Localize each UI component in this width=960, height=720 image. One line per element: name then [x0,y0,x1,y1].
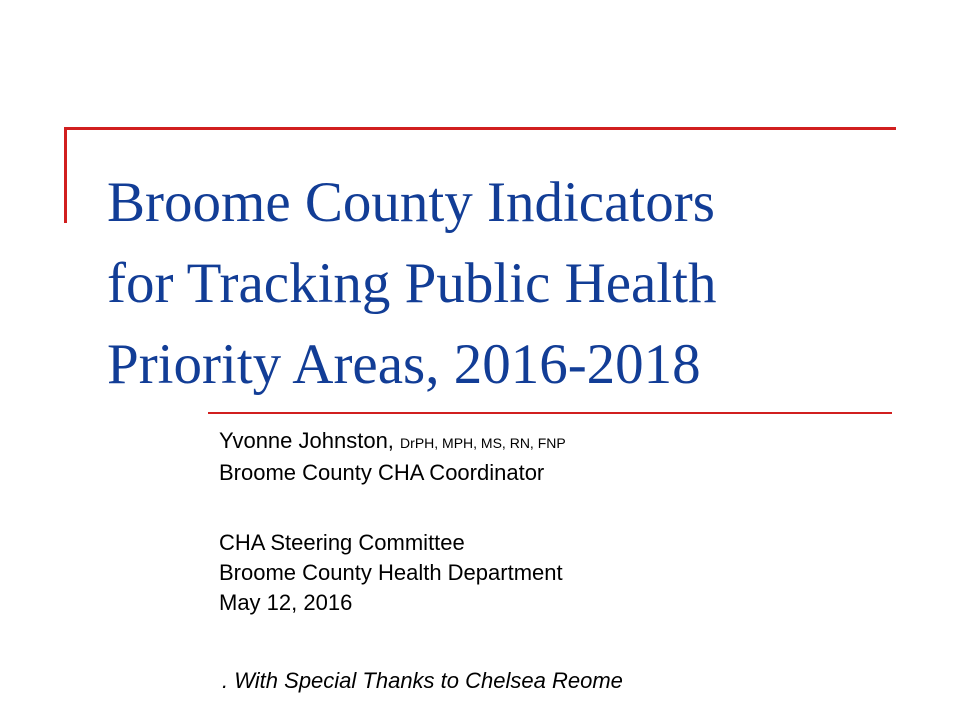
event-line: CHA Steering Committee [219,530,465,555]
presenter-block [219,426,879,618]
title-line: for Tracking Public Health [107,252,717,315]
title-line: Priority Areas, 2016-2018 [107,333,701,396]
top-accent-rule [64,127,896,130]
slide-title [107,162,887,405]
acknowledgement: . With Special Thanks to Chelsea Reome [222,668,623,693]
left-accent-rule [64,127,67,223]
presenter-role: Broome County CHA Coordinator [219,460,545,485]
event-date: May 12, 2016 [219,590,353,615]
event-line: Broome County Health Department [219,560,563,585]
spacer [219,488,879,528]
bottom-accent-rule [208,412,892,414]
title-line: Broome County Indicators [107,171,715,234]
presenter-name-line [219,426,879,458]
presenter-name: Yvonne Johnston, [219,428,394,453]
presenter-credentials: DrPH, MPH, MS, RN, FNP [400,435,566,451]
